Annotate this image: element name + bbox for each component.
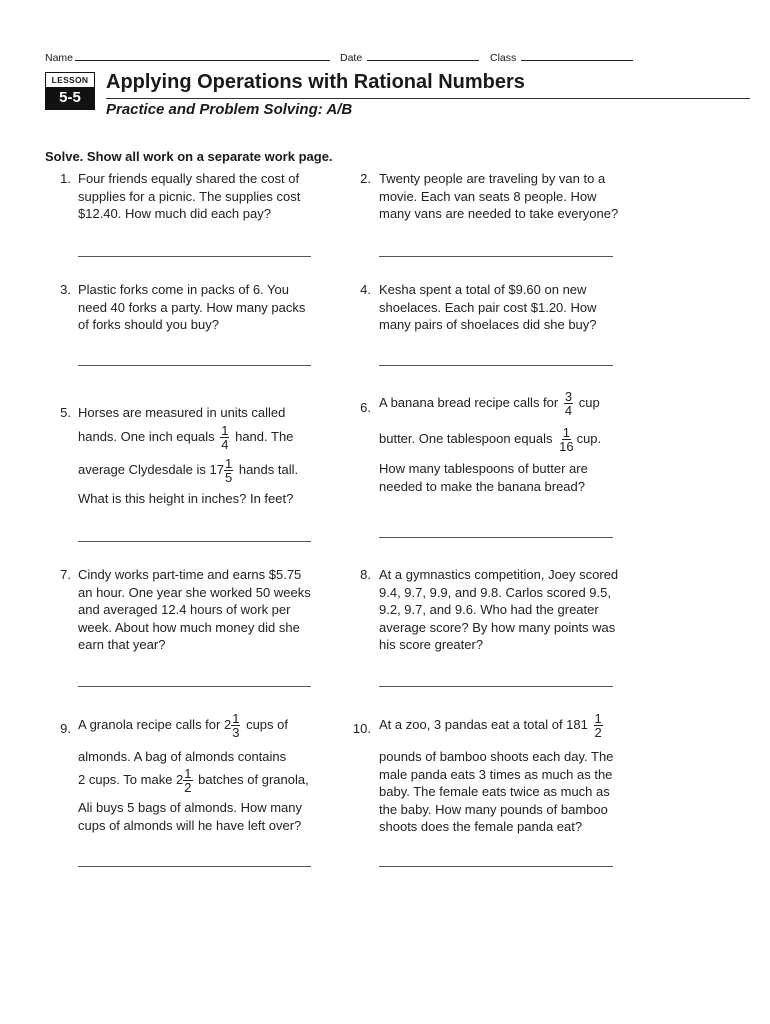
- problem-text-line: [78, 424, 293, 451]
- problem-text-line: his score greater?: [379, 637, 484, 652]
- problem-text-line: need 40 forks a party. How many packs: [78, 299, 306, 315]
- problem-number: 1.: [60, 171, 71, 186]
- numerator: 1: [184, 766, 192, 781]
- title-rule: [106, 98, 750, 99]
- text-segment: cups of: [246, 716, 288, 732]
- class-field[interactable]: [490, 50, 633, 64]
- problem-number: 8.: [360, 567, 371, 582]
- problem-8: [345, 566, 655, 696]
- text-segment: cup.: [576, 430, 602, 446]
- problem-text-line: week. About how much money did she: [78, 619, 300, 635]
- page-title: Applying Operations with Rational Numbers: [106, 71, 525, 93]
- answer-line[interactable]: [379, 365, 613, 366]
- problem-text-line: male panda eats 3 times as much as the: [379, 766, 613, 782]
- text-segment: A banana bread recipe calls for: [379, 394, 559, 410]
- problem-text-line: Four friends equally shared the cost of: [78, 171, 300, 186]
- problem-10: [345, 712, 665, 872]
- problem-2: [345, 170, 655, 270]
- problem-6: [345, 390, 655, 540]
- problem-3: [45, 281, 345, 381]
- answer-line[interactable]: [78, 365, 311, 366]
- text-segment: batches of granola,: [198, 771, 309, 787]
- problem-text-line: baby. The female eats twice as much as: [379, 784, 610, 799]
- problem-number: 2.: [360, 171, 371, 186]
- problem-text-line: [78, 767, 309, 794]
- answer-line[interactable]: [379, 537, 613, 538]
- date-field[interactable]: [340, 50, 479, 64]
- text-segment: butter. One tablespoon equals: [379, 430, 553, 446]
- problem-number: 5.: [60, 405, 71, 420]
- problem-text-line: Plastic forks come in packs of 6. You: [78, 282, 289, 297]
- fraction: [558, 426, 574, 453]
- date-label: Date: [340, 52, 363, 64]
- instructions: Solve. Show all work on a separate work page.: [45, 149, 333, 164]
- numerator: 1: [221, 423, 229, 438]
- fraction: [220, 424, 229, 451]
- numerator: 1: [224, 456, 233, 471]
- text-segment: A granola recipe calls for 2: [78, 716, 232, 732]
- problem-text-line: [78, 457, 298, 484]
- text-segment: 2 cups. To make 2: [78, 771, 184, 787]
- problem-number: 6.: [360, 400, 371, 415]
- numerator: 1: [232, 711, 240, 726]
- problem-1: [45, 170, 345, 270]
- problem-text-line: Cindy works part-time and earns $5.75: [78, 567, 302, 582]
- denominator: 3: [232, 725, 240, 740]
- lesson-badge: [45, 72, 95, 110]
- problem-number: 7.: [60, 567, 71, 582]
- problem-text-line: the baby. How many pounds of bamboo: [379, 801, 608, 817]
- answer-line[interactable]: [379, 686, 613, 687]
- problem-text-line: [379, 712, 605, 739]
- answer-line[interactable]: [78, 866, 311, 867]
- denominator: 4: [564, 403, 573, 418]
- fraction: [564, 390, 573, 417]
- problem-text-line: supplies for a picnic. The supplies cost: [78, 188, 301, 204]
- problem-text-line: an hour. One year she worked 50 weeks: [78, 584, 311, 600]
- problem-text-line: How many tablespoons of butter are: [379, 461, 588, 476]
- text-segment: hands tall.: [238, 461, 299, 477]
- fraction: [594, 712, 603, 739]
- page-subtitle: Practice and Problem Solving: A/B: [106, 101, 353, 118]
- problem-text-line: At a gymnastics competition, Joey scored: [379, 567, 619, 582]
- denominator: 4: [221, 437, 229, 452]
- lesson-number: 5-5: [46, 87, 94, 109]
- problem-text-line: cups of almonds will he have left over?: [78, 817, 302, 833]
- problem-text-line: many vans are needed to take everyone?: [379, 206, 619, 221]
- class-line: [521, 50, 633, 61]
- name-field[interactable]: [45, 50, 330, 64]
- problem-text-line: [379, 426, 601, 453]
- problem-number: 4.: [360, 282, 371, 297]
- numerator: 1: [562, 425, 570, 440]
- fraction: [183, 767, 192, 794]
- problem-text-line: Ali buys 5 bags of almonds. How many: [78, 800, 302, 815]
- problem-text-line: movie. Each van seats 8 people. How: [379, 188, 597, 204]
- problem-4: [345, 281, 655, 381]
- problem-number: 9.: [60, 721, 71, 736]
- problem-text-line: Twenty people are traveling by van to a: [379, 171, 606, 186]
- date-line: [367, 50, 479, 61]
- problem-text-line: [78, 712, 288, 739]
- answer-line[interactable]: [379, 866, 613, 867]
- problem-text-line: shoots does the female panda eat?: [379, 819, 583, 834]
- class-label: Class: [490, 52, 517, 64]
- text-segment: cup: [578, 394, 600, 410]
- numerator: 3: [564, 389, 573, 404]
- problem-text-line: [379, 390, 600, 417]
- denominator: 5: [224, 470, 233, 485]
- problem-7: [45, 566, 345, 696]
- answer-line[interactable]: [78, 256, 311, 257]
- problem-text-line: and averaged 12.4 hours of work per: [78, 602, 291, 617]
- answer-line[interactable]: [78, 686, 311, 687]
- problem-text-line: almonds. A bag of almonds contains: [78, 749, 287, 764]
- fraction: [224, 457, 233, 484]
- problem-text-line: pounds of bamboo shoots each day. The: [379, 749, 614, 764]
- name-label: Name: [45, 52, 74, 64]
- problem-text-line: What is this height in inches? In feet?: [78, 491, 294, 506]
- problem-text-line: Horses are measured in units called: [78, 405, 286, 420]
- answer-line[interactable]: [379, 256, 613, 257]
- problem-text-line: many pairs of shoelaces did she buy?: [379, 317, 597, 332]
- numerator: 1: [594, 711, 602, 726]
- problem-text-line: of forks should you buy?: [78, 317, 219, 332]
- denominator: 2: [594, 725, 602, 740]
- problem-text-line: $12.40. How much did each pay?: [78, 206, 271, 221]
- text-segment: At a zoo, 3 pandas eat a total of 181: [379, 716, 588, 732]
- answer-line[interactable]: [78, 541, 311, 542]
- problem-5: [45, 400, 345, 550]
- name-line: [75, 50, 330, 61]
- problem-text-line: average score? By how many points was: [379, 619, 616, 635]
- problem-text-line: earn that year?: [78, 637, 166, 652]
- denominator: 16: [559, 439, 574, 454]
- problem-text-line: needed to make the banana bread?: [379, 478, 586, 494]
- problem-text-line: 9.2, 9.7, and 9.6. Who had the greater: [379, 602, 599, 617]
- problem-text-line: Kesha spent a total of $9.60 on new: [379, 282, 587, 297]
- text-segment: hand. The: [235, 428, 294, 444]
- problem-9: [45, 712, 355, 872]
- problem-text-line: 9.4, 9.7, 9.9, and 9.8. Carlos scored 9.5,: [379, 584, 611, 600]
- lesson-label: LESSON: [51, 75, 89, 85]
- fraction: [231, 712, 240, 739]
- problem-number: 10.: [352, 721, 371, 736]
- problem-text-line: shoelaces. Each pair cost $1.20. How: [379, 299, 597, 315]
- text-segment: average Clydesdale is 17: [78, 461, 224, 477]
- denominator: 2: [184, 780, 192, 795]
- text-segment: hands. One inch equals: [78, 428, 215, 444]
- problem-number: 3.: [60, 282, 71, 297]
